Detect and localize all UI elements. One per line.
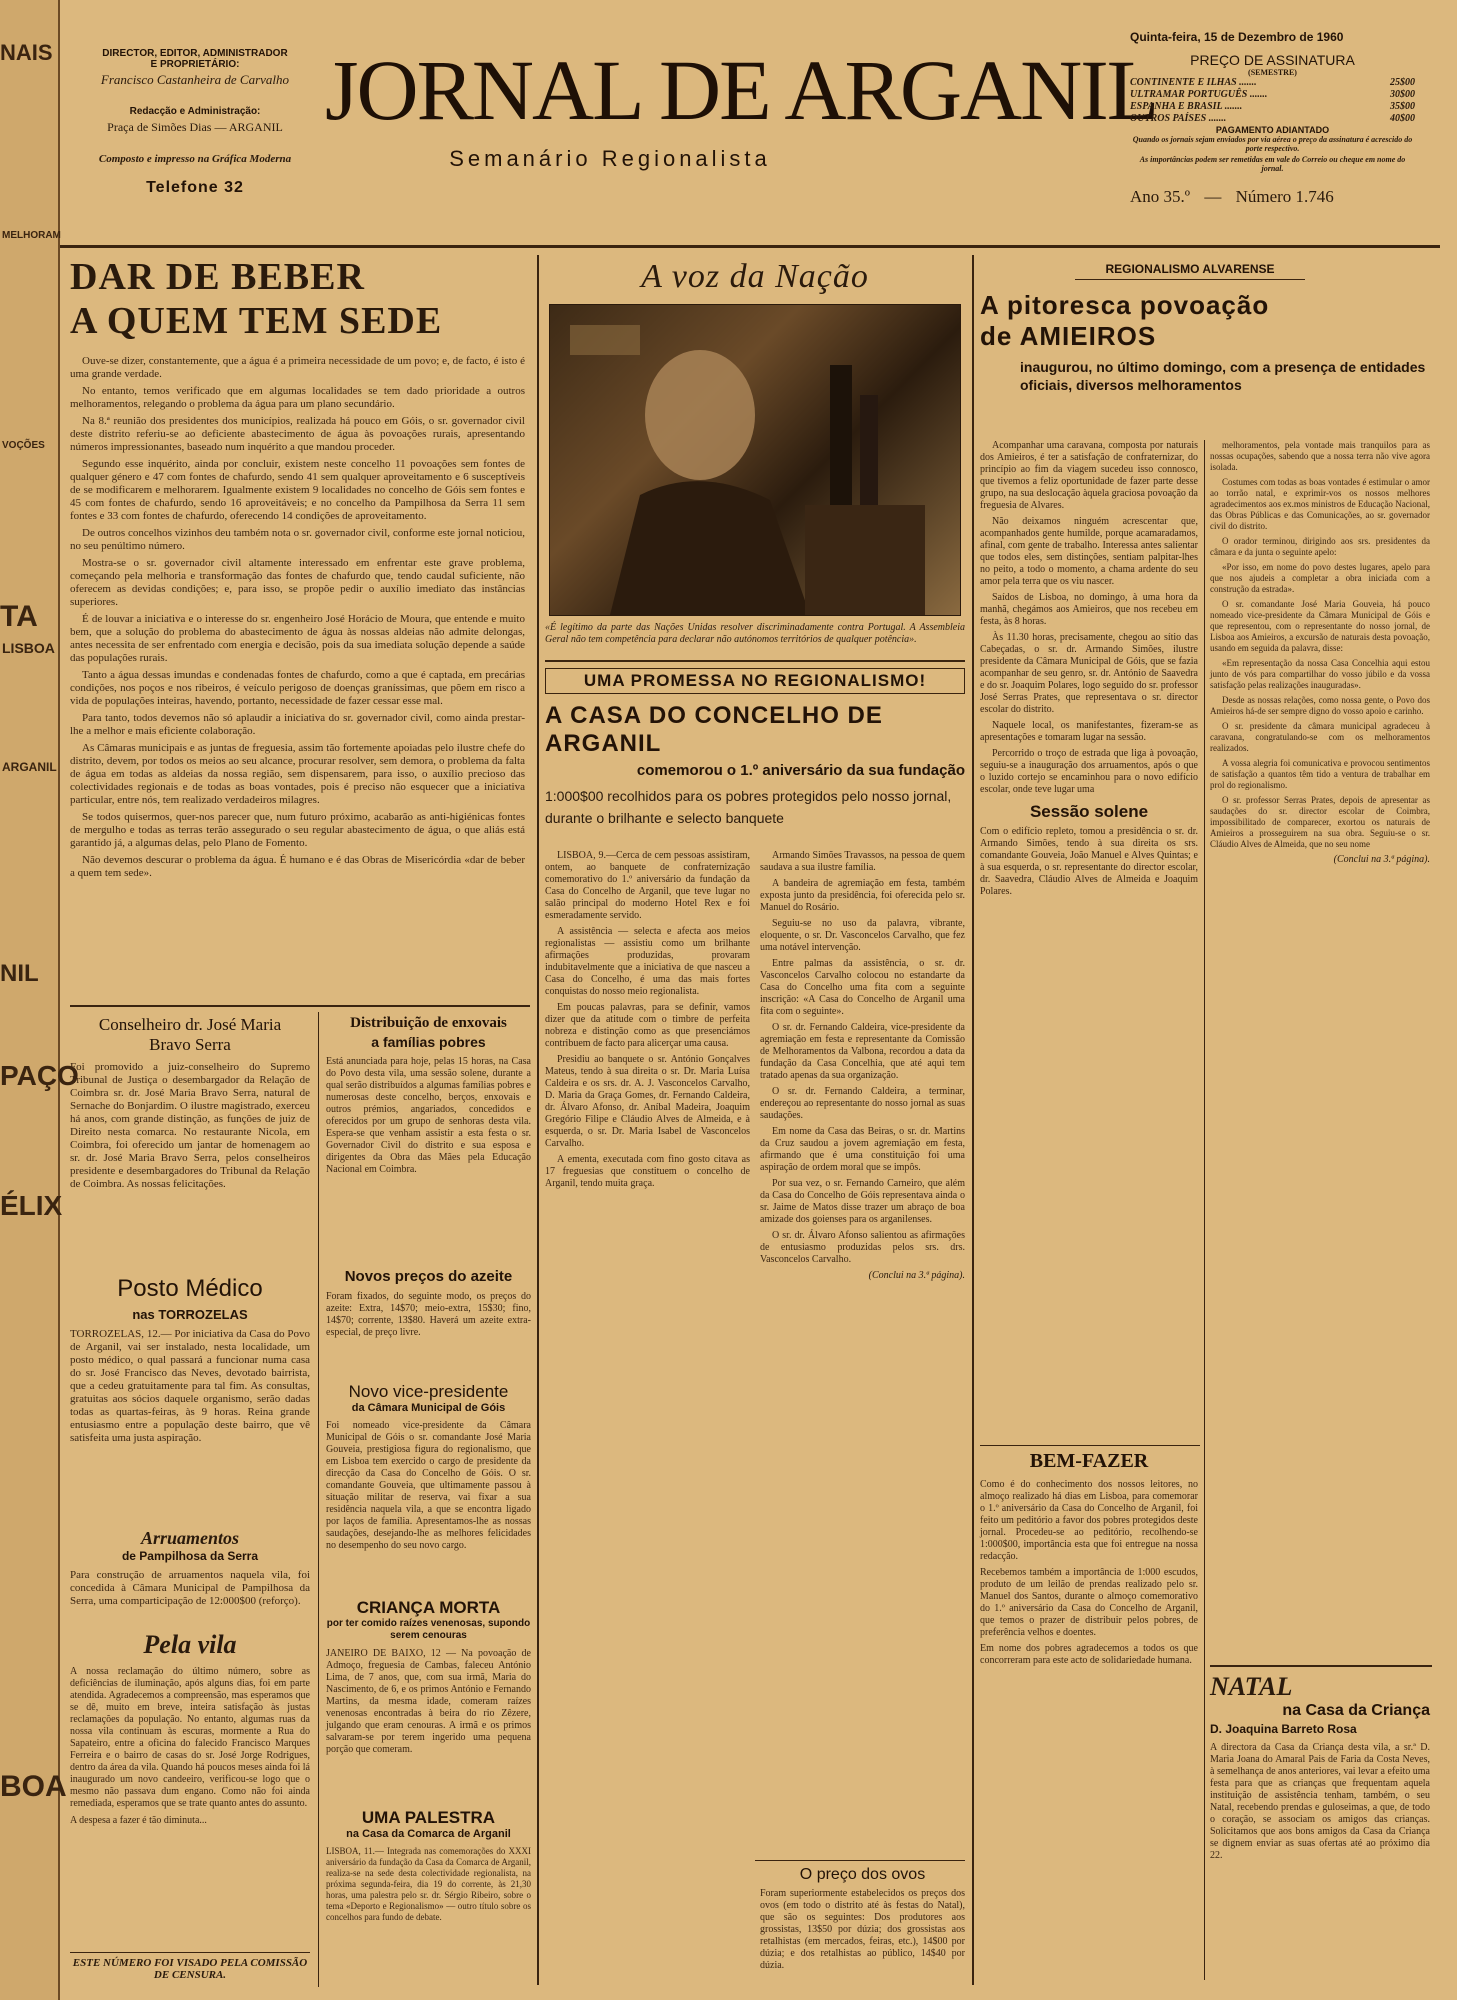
paragraph: Desde as nossas relações, como nossa gente, o Povo dos Amieiros há-de ser sempre digno do vosso apoio e carinho. — [1210, 695, 1430, 716]
paragraph: Presidiu ao banquete o sr. António Gonçalves Mateus, tendo à sua direita o sr. Dr. Maria Luísa Caldeira e os srs. dr. A. J. Vasconcelos Carvalho, D. Maria da Graça Gomes, dr. Fernando Caldeira, dr. Álvaro Afonso, dr. Aníbal Madeira, Joaquim Gregório Filipe e Cláudio Alves de Almeida, e à esquerda, o sr. Dr. Maria Isabel de Vasconcelos Carvalho. — [545, 1054, 750, 1149]
casa-concelho-col1 — [545, 850, 750, 1194]
section-rule — [755, 1860, 965, 1861]
sessao-solene-body: Com o edifício repleto, tomou a presidência o sr. dr. Armando Simões, tendo à sua direita os srs. comandante Gouveia, João Manuel e Alves Quintas; e à sua esquerda, o sr. representante do director escolar, dr. Saavedra, Cláudio Alves de Almeida e Joaquim Polares. — [980, 826, 1198, 897]
paragraph: O sr. dr. Álvaro Afonso salientou as afirmações de entusiasmo produzidas pelos srs. drs. Vasconcelos Carvalho. — [760, 1230, 965, 1265]
article-lead: 1:000$00 recolhidos para os pobres protegidos pelo nosso jornal, durante o brilhante e selecto banquete — [545, 788, 952, 826]
article-kicker: UMA PROMESSA NO REGIONALISMO! — [545, 668, 965, 694]
edge-word: LISBOA — [2, 640, 55, 656]
paragraph: Acompanhar uma caravana, composta por naturais dos Amieiros, é ter a satisfação de confraternizar, do princípio ao fim da viagem sucedeu isso connosco, que tivemos a feliz oportunidade de fazer parte desse grupo, na sua deslocação àquela graciosa povoação da freguesia de Alvares. — [980, 440, 1198, 511]
article-title: A CASA DO CONCELHO DE ARGANIL — [545, 702, 883, 757]
paragraph: Em nome da Casa das Beiras, o sr. dr. Martins da Cruz saudou a jovem agremiação em festa, afirmando que é uma constituição foi uma aspiração de ordem moral que se impôs. — [760, 1126, 965, 1173]
price-semestre: (SEMESTRE) — [1248, 68, 1297, 77]
article-title: Bravo Serra — [149, 1035, 231, 1054]
article-title: BEM-FAZER — [1029, 1450, 1149, 1472]
paragraph: Naquele local, os manifestantes, fizeram-se as apresentações e tomaram lugar na sessão. — [980, 720, 1198, 743]
article-body: Foi promovido a juiz-conselheiro do Supremo Tribunal de Justiça o desembargador da Relação de Coimbra sr. dr. José Maria Bravo Serra, natural de Sernache do Bonjardim. O ilustre magistrado, exerceu há anos, com grande distinção, as funções de juiz de Direito nesta comarca. No restaurante Nicola, em Coimbra, foi oferecido um jantar de homenagem ao sr. dr. José Maria Bravo Serra, pelos conselheiros presidente e desembargadores do Tribunal da Relação de Coimbra. As nossas felicitações. — [70, 1061, 310, 1190]
paragraph: De outros concelhos vizinhos deu também nota o sr. governador civil, conforme este jornal noticiou, no seu penúltimo número. — [70, 527, 525, 552]
issue-numbering: Ano 35.º — Número 1.746 — [1130, 187, 1334, 206]
section-rule — [980, 1445, 1200, 1446]
masthead-subtitle: Semanário Regionalista — [449, 146, 771, 171]
article-kicker: REGIONALISMO ALVARENSE — [1075, 262, 1305, 280]
article-preco-ovos — [760, 1866, 965, 1972]
article-title: DAR DE BEBER — [70, 256, 365, 298]
paragraph: Mostra-se o sr. governador civil altamente interessado em enfrentar este grave problema, começando pela melhoria e transformação das fontes de chafurdo que, tendo caudal suficiente, não oferecem as devidas condições; e, para isso, se propõe pedir o auxílio imediato das instâncias superiores. — [70, 557, 525, 608]
article-crianca-morta — [326, 1598, 531, 1756]
price-value: 25$00 — [1390, 77, 1415, 88]
paragraph: A ementa, executada com fino gosto citava as 17 freguesias que constituem o concelho de Arganil, tendo muita graça. — [545, 1154, 750, 1189]
article-end: A despesa a fazer é tão diminuta... — [70, 1815, 207, 1826]
edge-word: VOÇÕES — [2, 440, 45, 451]
issue-number: Número 1.746 — [1235, 187, 1334, 206]
article-title: A QUEM TEM SEDE — [70, 300, 443, 342]
price-pagamento: PAGAMENTO ADIANTADO — [1215, 125, 1330, 135]
price-row — [1130, 113, 1415, 125]
article-title: Distribuição de enxovais — [350, 1015, 507, 1031]
article-body: Em nome dos pobres agradecemos a todos os que concorreram para este acto de solidariedade humana. — [980, 1643, 1198, 1666]
article-subtitle: da Câmara Municipal de Góis — [351, 1402, 506, 1414]
price-note-remit: As importâncias podem ser remetidas em vale do Correio ou cheque em nome do jornal. — [1139, 155, 1406, 173]
section-rule — [545, 660, 965, 662]
masthead-title: JORNAL DE ARGANIL — [325, 42, 1158, 138]
paragraph: Segundo esse inquérito, ainda por concluir, existem neste concelho 11 povoações sem fontes de qualquer género e 47 com fontes de chafurdo, sendo 41 sem qualquer aproveitamento e 6 susceptíveis de se modificarem e melhorarem. Igualmente existem 9 localidades no concelho de Góis sem fontes e 45 com fontes de chafurdo, sendo 16 aproveitáveis; e no concelho da Pampilhosa da Serra 11 sem fontes e 33 com fontes de chafurdo, oferecendo 14 condições de aproveitamento. — [70, 458, 525, 522]
article-title: A pitoresca povoação — [980, 290, 1270, 320]
article-title: NATAL — [1210, 1672, 1293, 1701]
article-posto-medico — [70, 1275, 310, 1445]
edge-word: ARGANIL — [2, 760, 57, 774]
paragraph: LISBOA, 9.—Cerca de cem pessoas assistiram, ontem, ao banquete de confraternização comemorativo do 1.º aniversário da fundação da Casa do Concelho de Arganil, que teve lugar no salão principal do moderno Hotel Rex e foi esmeradamente servido. — [545, 850, 750, 921]
article-subtitle: por ter comido raízes venenosas, supondo serem cenouras — [326, 1618, 531, 1641]
price-row — [1130, 77, 1415, 89]
article-azeite — [326, 1268, 531, 1339]
header-director-line: DIRECTOR, EDITOR, ADMINISTRADOR — [102, 48, 288, 59]
paragraph: Para tanto, todos devemos não só aplaudir a iniciativa do sr. governador civil, como ainda prestar-lhe a melhor e mais eficiente colaboração. — [70, 712, 525, 737]
article-title: UMA PALESTRA — [361, 1808, 496, 1827]
edge-word: ÉLIX — [0, 1190, 63, 1221]
adjacent-page-edge — [0, 0, 79, 2000]
header-phone: Telefone 32 — [146, 179, 244, 196]
paragraph: Entre palmas da assistência, o sr. dr. Vasconcelos Carvalho colocou no estandarte da Casa do Concelho uma fita com a seguinte inscrição: «A Casa do Concelho de Arganil uma fita com o seguinte». — [760, 958, 965, 1017]
article-subtitle: de Pampilhosa da Serra — [121, 1549, 259, 1563]
article-body: Recebemos também a importância de 1:000 escudos, produto de um leilão de prendas realizado pelo sr. Manuel dos Santos, durante o almoço comemorativo do 1.º aniversário da Casa do Concelho de Arganil, que temos o prazer de distribuir pelos pobres, de preferência velhos e doentes. — [980, 1567, 1198, 1638]
article-title: Arruamentos — [140, 1528, 240, 1548]
paragraph: Na 8.ª reunião dos presidentes dos municípios, realizada há pouco em Góis, o sr. governador civil deste distrito referiu-se ao deficiente abastecimento de água às povoações rurais, apresentando números impressionantes, baseado num inquérito a que mandou proceder. — [70, 415, 525, 453]
paragraph: A vossa alegria foi comunicativa e provocou sentimentos de satisfação a quantos têm tido a ventura de trabalhar em prol do regionalismo. — [1210, 758, 1430, 790]
article-body: LISBOA, 11.— Integrada nas comemorações do XXXI aniversário da fundação da Casa da Comarca de Arganil, realiza-se na sede desta colectividade regionalista, na próxima segunda-feira, dia 19 do corrente, às 21,30 horas, uma palestra pelo sr. dr. Sérgio Ribeiro, sobre o tema «Deporto e Regionalismo» — outro título sobre os concelhos para fundo de debate. — [326, 1846, 531, 1922]
paragraph: Às 11.30 horas, precisamente, chegou ao sítio das Cabeçadas, o sr. dr. Armando Simões, ilustre presidente da Câmara Municipal de Góis, que se fazia acompanhar de seu genro, sr. dr. António de Saavedra e do sr. Joaquim Polares, logo seguido do sr. professor José Serras Prates, que representava o sr. director escolar do distrito. — [980, 632, 1198, 715]
article-body: Foi nomeado vice-presidente da Câmara Municipal de Góis o sr. comandante José Maria Gouveia, prestigiosa figura do regionalismo, que em Lisboa tem exercido o cargo de presidente da direcção da Casa do Concelho de Góis. O sr. comandante Gouveia, que ultimamente passou à situação militar de reserva, vai fixar a sua residência naquela vila, a que se encontra ligado por laços de família. Apresentamos-lhe as nossas saudações, desejando-lhe as melhores felicidades no desempenho do seu novo cargo. — [326, 1420, 531, 1551]
article-title: O preço dos ovos — [799, 1866, 926, 1883]
edge-word: PAÇO — [0, 1060, 79, 1091]
header-left-block — [70, 48, 320, 197]
amieiros-col1 — [980, 440, 1198, 898]
article-title: Pela vila — [143, 1630, 237, 1659]
article-body — [70, 355, 525, 880]
article-subtitle: D. Joaquina Barreto Rosa — [1210, 1722, 1357, 1736]
edge-word: BOA — [0, 1770, 67, 1803]
article-body: Para construção de arruamentos naquela vila, foi concedida à Câmara Municipal de Pampilhosa da Serra, uma comparticipação de 12:000$00 (reforço). — [70, 1569, 310, 1607]
article-pela-vila — [70, 1630, 310, 1827]
paragraph: O sr. comandante José Maria Gouveia, há pouco nomeado vice-presidente da Câmara Municipal de Góis e que representou, com o representante do nosso jornal, de Lisboa aos Amieiros, a excursão de naturais desta povoação, usando em seguida da palavra, disse: — [1210, 599, 1430, 653]
article-vice-presidente — [326, 1382, 531, 1552]
issue-year: Ano 35.º — [1130, 187, 1191, 206]
header-right-block — [1130, 30, 1415, 207]
paragraph: A bandeira de agremiação em festa, também exposta junto da presidência, foi oferecida pelo sr. Manuel do Rosário. — [760, 878, 965, 913]
column-rule — [972, 255, 974, 1985]
edge-word: TA — [0, 600, 38, 633]
article-palestra — [326, 1808, 531, 1923]
price-value: 35$00 — [1390, 101, 1415, 112]
casa-concelho-col2 — [760, 850, 965, 1282]
article-title: Novo vice-presidente — [348, 1382, 509, 1401]
speaker-photo-illustration — [550, 305, 960, 615]
paragraph: O sr. dr. Fernando Caldeira, a terminar, endereçou ao representante do nosso jornal as suas saudações. — [760, 1086, 965, 1121]
price-value: 40$00 — [1390, 113, 1415, 124]
article-distribuicao — [326, 1015, 531, 1176]
header-redaccao: Redacção e Administração: — [129, 106, 261, 117]
header-owner: Francisco Castanheira de Carvalho — [100, 72, 290, 87]
paragraph: Por sua vez, o sr. Fernando Carneiro, que além da Casa do Concelho de Góis representava ainda o sr. Jaime de Matos disse trazer um abraço de boa amizade dos goienses para os arganilenses. — [760, 1178, 965, 1225]
article-dar-de-beber — [70, 255, 525, 884]
article-arruamentos — [70, 1528, 310, 1608]
paragraph: O sr. professor Serras Prates, depois de apresentar as saudações do sr. director escolar de Coimbra, impossibilitado de comparecer, exortou os naturais de Amieiros a prosseguirem na sua obra. Seguiu-se o sr. Cláudio Alves de Almeida, que no seu nome — [1210, 795, 1430, 849]
article-body: Foram fixados, do seguinte modo, os preços do azeite: Extra, 14$70; meio-extra, 15$30; fino, 14$70; corrente, 13$80. Haverá um azeite extra-especial, de preço livre. — [326, 1291, 531, 1338]
amieiros-col2 — [1210, 440, 1430, 866]
paragraph: É de louvar a iniciativa e o interesse do sr. engenheiro José Horácio de Moura, que entende e muito bem, que a solução do problema do abastecimento de água às nossas aldeias não admite delongas, antes necessita de ser enfrentado com energia e decisão, pois da sua imediata solução depende a saúde das populações rurais. — [70, 613, 525, 664]
article-subtitle: nas TORROZELAS — [132, 1307, 248, 1322]
paragraph: A assistência — selecta e afecta aos meios regionalistas — assistiu como um brilhante afirmações produzidas, provaram indubitavelmente que a iniciativa de que nasceu a Casa do Concelho, é uma das mais fortes conquistas do nosso meio regionalista. — [545, 926, 750, 997]
section-rule — [70, 1005, 530, 1007]
price-table — [1130, 77, 1415, 125]
paragraph: Tanto a água dessas imundas e condenadas fontes de chafurdo, como a que é captada, em precárias condições, nos poços e nos ribeiros, é veículo perigoso de doenças graníssimas, que põem em risco a vida de populações inteiras, havendo, portanto, necessidade de fazer cessar esse mal. — [70, 669, 525, 707]
article-subtitle: na Casa da Comarca de Arganil — [346, 1828, 511, 1840]
article-subtitle: inaugurou, no último domingo, com a presença de entidades oficiais, diversos melhoramentos — [1020, 359, 1426, 393]
edge-word: NAIS — [0, 40, 53, 65]
article-title: A voz da Nação — [641, 258, 869, 295]
price-label: ULTRAMAR PORTUGUÊS ....... — [1130, 89, 1268, 100]
paragraph: O sr. presidente da câmara municipal agradeceu à caravana, congratulando-se com os melhoramentos realizados. — [1210, 721, 1430, 753]
continue-note: (Conclui na 3.ª página). — [1333, 854, 1430, 865]
sessao-solene-title: Sessão solene — [1029, 802, 1149, 821]
price-label: CONTINENTE E ILHAS ....... — [1130, 77, 1257, 88]
speaker-photo — [549, 304, 961, 616]
paragraph: Seguiu-se no uso da palavra, vibrante, eloquente, o sr. Dr. Vasconcelos Carvalho, que fez uma notável intervenção. — [760, 918, 965, 953]
article-casa-concelho — [545, 668, 965, 829]
section-rule — [1210, 1665, 1432, 1667]
photo-caption: «É legítimo da parte das Nações Unidas resolver discriminadamente contra Portugal. A Assembleia Geral não tem competência para declarar não autónomos territórios de qualquer potência». — [545, 622, 965, 645]
article-body: Foram superiormente estabelecidos os preços dos ovos (em todo o distrito até às festas do Natal), que são os seguintes: Dos produtores aos grossistas, 13$50 por dúzia; dos grossistas aos retalhistas (em mercados, feiras, etc.), 14$00 por dúzia; e dos retalhistas ao público, 14$40 por dúzia. — [760, 1888, 965, 1971]
article-subtitle: comemorou o 1.º aniversário da sua fundação — [636, 762, 965, 779]
paragraph: Se todos quisermos, quer-nos parecer que, num futuro próximo, acabarão as anti-higiénicas fontes de mergulho e todas as terras terão assegurado o seu regular abastecimento de água, o que aliás está garantido já, a algumas delas, pelo Plano de Fomento. — [70, 811, 525, 849]
edge-word: MELHORAM — [2, 230, 61, 241]
price-title: PREÇO DE ASSINATURA — [1190, 52, 1355, 68]
price-note-air: Quando os jornais sejam enviados por via aérea o preço da assinatura é acrescido do porte respectivo. — [1132, 135, 1413, 153]
paragraph: «Em representação da nossa Casa Concelhia aqui estou junto de vós para compartilhar do vosso júbilo e da vossa satisfação pelas realizações inauguradas». — [1210, 658, 1430, 690]
article-title: Novos preços do azeite — [344, 1268, 513, 1285]
price-row — [1130, 101, 1415, 113]
paragraph: O orador terminou, dirigindo aos srs. presidentes da câmara e da junta o seguinte apelo: — [1210, 536, 1430, 557]
article-title: Conselheiro dr. José Maria — [98, 1015, 282, 1034]
price-label: OUTROS PAÍSES ....... — [1130, 113, 1227, 124]
paragraph: As Câmaras municipais e as juntas de freguesia, assim tão fortemente apoiadas pelo ilustre chefe do distrito, devem, por todos os meios ao seu alcance, procurar resolver, sem demora, o problema da falta de água em todas as aldeias da nossa região, sem dispensarem, para isso, o auxílio precioso das colectividades regionais e de todas as boas vontades, pois é preciso não esquecer que a iniciativa particular, entre nós, tem realizado verdadeiros milagres. — [70, 742, 525, 806]
paragraph: «Por isso, em nome do povo destes lugares, apelo para que nos ajudeis a completar a obra iniciada com a construção da estrada». — [1210, 562, 1430, 594]
price-row — [1130, 89, 1415, 101]
masthead — [325, 40, 1158, 172]
article-voz-nacao — [545, 258, 965, 646]
article-body: A nossa reclamação do último número, sobre as deficiências de iluminação, após alguns dias, foi em parte atendida. Agradecemos a compreensão, mas esperamos que se dê, muito em breve, inteira satisfação às justas reclamações da população. No entanto, algumas ruas da nossa vila continuam às escuras, mormente a Rua do Sapateiro, entre a oficina do falecido Francisco Marques Ferreira e o bairro de casas do sr. José Jorge Rodrigues, dentro da área da vila. Quando há poucos meses ainda foi lá inaugurado um novo candeeiro, verificou-se logo que o mesmo não passava dum engano. Como não foi ainda remediada, esperamos que se trate quanto antes do assunto. — [70, 1666, 310, 1809]
paragraph: No entanto, temos verificado que em algumas localidades se tem dado prioridade a outros melhoramentos, relegando o problema da água para um plano secundário. — [70, 385, 525, 410]
edge-word: NIL — [0, 960, 39, 987]
article-amieiros — [980, 262, 1430, 394]
paragraph: Ouve-se dizer, constantemente, que a água é a primeira necessidade de um povo; e, de facto, é isto é uma grande verdade. — [70, 355, 525, 380]
paragraph: Armando Simões Travassos, na pessoa de quem saudava a sua ilustre família. — [760, 850, 965, 873]
article-title: Posto Médico — [117, 1275, 263, 1302]
issue-date: Quinta-feira, 15 de Dezembro de 1960 — [1130, 30, 1344, 44]
article-body: JANEIRO DE BAIXO, 12 — Na povoação de Admoço, freguesia de Cambas, faleceu António Lima, de 7 anos, que, com sua irmã, Maria do Nascimento, de 6, e os primos António e Fernando Martins, da mesma idade, comeram raízes venenosas encontradas à beira do rio Zêzere, julgando que eram cenouras. A irmã e os primos salvaram-se por terem ingerido uma pequena porção que comeram. — [326, 1648, 531, 1755]
header-address: Praça de Simões Dias — ARGANIL — [107, 120, 283, 134]
column-rule — [318, 1012, 319, 1987]
article-title: CRIANÇA MORTA — [356, 1598, 501, 1617]
continue-note: (Conclui na 3.ª página). — [868, 1270, 965, 1281]
paragraph: Saídos de Lisboa, no domingo, à uma hora da manhã, chegámos aos Amieiros, que nos recebeu em festa, às 8 horas. — [980, 592, 1198, 627]
header-proprietor-line: E PROPRIETÁRIO: — [150, 59, 240, 70]
article-natal — [1210, 1672, 1430, 1862]
article-conselheiro — [70, 1015, 310, 1191]
header-printed: Composto e impresso na Gráfica Moderna — [98, 153, 292, 165]
article-title: de AMIEIROS — [980, 321, 1157, 351]
paragraph: Em poucas palavras, para se definir, vamos dizer que da atitude com o timbre de perfeita nobreza e distinção como as que presenciámos contribuem de facto para alicerçar uma causa. — [545, 1002, 750, 1049]
column-rule — [537, 255, 539, 1985]
article-body: TORROZELAS, 12.— Por iniciativa da Casa do Povo de Arganil, vai ser instalado, nesta localidade, um posto médico, o qual passará a funcionar numa casa do sr. José Francisco das Neves, devotado bairrista, que a cedeu gratuitamente para tal fim. As consultas, gratuitas aos sócios daquele organismo, serão dadas todas as quartas-feiras, às 9 horas. Reina grande entusiasmo entre a população deste bairro, que vê satisfeita uma justa aspiração. — [70, 1328, 310, 1444]
price-label: ESPANHA E BRASIL ....... — [1130, 101, 1243, 112]
price-value: 30$00 — [1390, 89, 1415, 100]
article-body: A directora da Casa da Criança desta vila, a sr.ª D. Maria Joana do Amaral Pais de Faria da Costa Neves, à semelhança de anos anteriores, vai levar a efeito uma festa para que as crianças que frequentam aquela instituição de assistência tenham, também, o seu Natal, recebendo prendas e guloseimas, a que, de todo o coração, se associam os amigos das crianças. Solicitamos que aos bons amigos da Casa da Criança se dignem enviar as suas ofertas até ao próximo dia 22. — [1210, 1742, 1430, 1861]
paragraph: melhoramentos, pela vontade mais tranquilos para as nossas ocupações, sabendo que a nossa terra não vive agora isolada. — [1210, 440, 1430, 472]
article-body: Está anunciada para hoje, pelas 15 horas, na Casa do Povo desta vila, uma sessão solene, durante a qual serão distribuídos a algumas famílias pobres e numerosas deste concelho, berços, enxovais e outros prémios, angariados, concedidos e oferecidos por um grupo de senhoras desta vila. Espera-se que venham assistir a esta festa o sr. Governador Civil do distrito e sua esposa e dirigentes da Obra das Mães pela Educação Nacional em Coimbra. — [326, 1056, 531, 1175]
article-subtitle: na Casa da Criança — [1282, 1702, 1430, 1719]
article-body: Como é do conhecimento dos nossos leitores, no almoço realizado há dias em Lisboa, para comemorar o 1.º aniversário da Casa do Concelho de Arganil, foi feito um peditório a favor dos pobres protegidos deste jornal. Procedeu-se ao peditório, recolhendo-se 1:000$00, importância esta que foi entregue na nossa redacção. — [980, 1479, 1198, 1562]
paragraph: Costumes com todas as boas vontades é estimular o amor ao torrão natal, e exprimir-vos os nossos melhores agradecimentos aos ex.mos ministros de Educação Nacional, das Obras Públicas e das Comunicações, ao sr. governador civil do distrito. — [1210, 477, 1430, 531]
paragraph: Não deixamos ninguém acrescentar que, acompanhados gente humilde, porque acamaradamos, afinal, com gente de trabalho. Interessa antes salientar que todos eles, sem distinções, sentiam palpitar-lhes no peito, a todo o momento, a chama ardente do seu amor pela terra que os viu nascer. — [980, 516, 1198, 587]
article-subtitle: a famílias pobres — [371, 1034, 486, 1050]
paragraph: Percorrido o troço de estrada que liga à povoação, seguiu-se a inauguração dos arruamentos, após o que o luzido cortejo se encaminhou para o novo edifício escolar, onde teve lugar uma — [980, 748, 1198, 795]
header-rule — [60, 245, 1440, 248]
article-bem-fazer — [980, 1450, 1198, 1667]
paragraph: O sr. dr. Fernando Caldeira, vice-presidente da agremiação em festa e representante da Comissão de Melhoramentos da Valbona, recordou a data da fundação da Casa Concelhia, que até aqui tem tratado apenas da sua organização. — [760, 1022, 965, 1081]
paragraph: Não devemos descurar o problema da água. É humano e é das Obras de Misericórdia «dar de beber a quem tem sede». — [70, 854, 525, 879]
column-rule — [1204, 440, 1205, 1980]
censura-notice: ESTE NÚMERO FOI VISADO PELA COMISSÃO DE CENSURA. — [70, 1952, 310, 1981]
